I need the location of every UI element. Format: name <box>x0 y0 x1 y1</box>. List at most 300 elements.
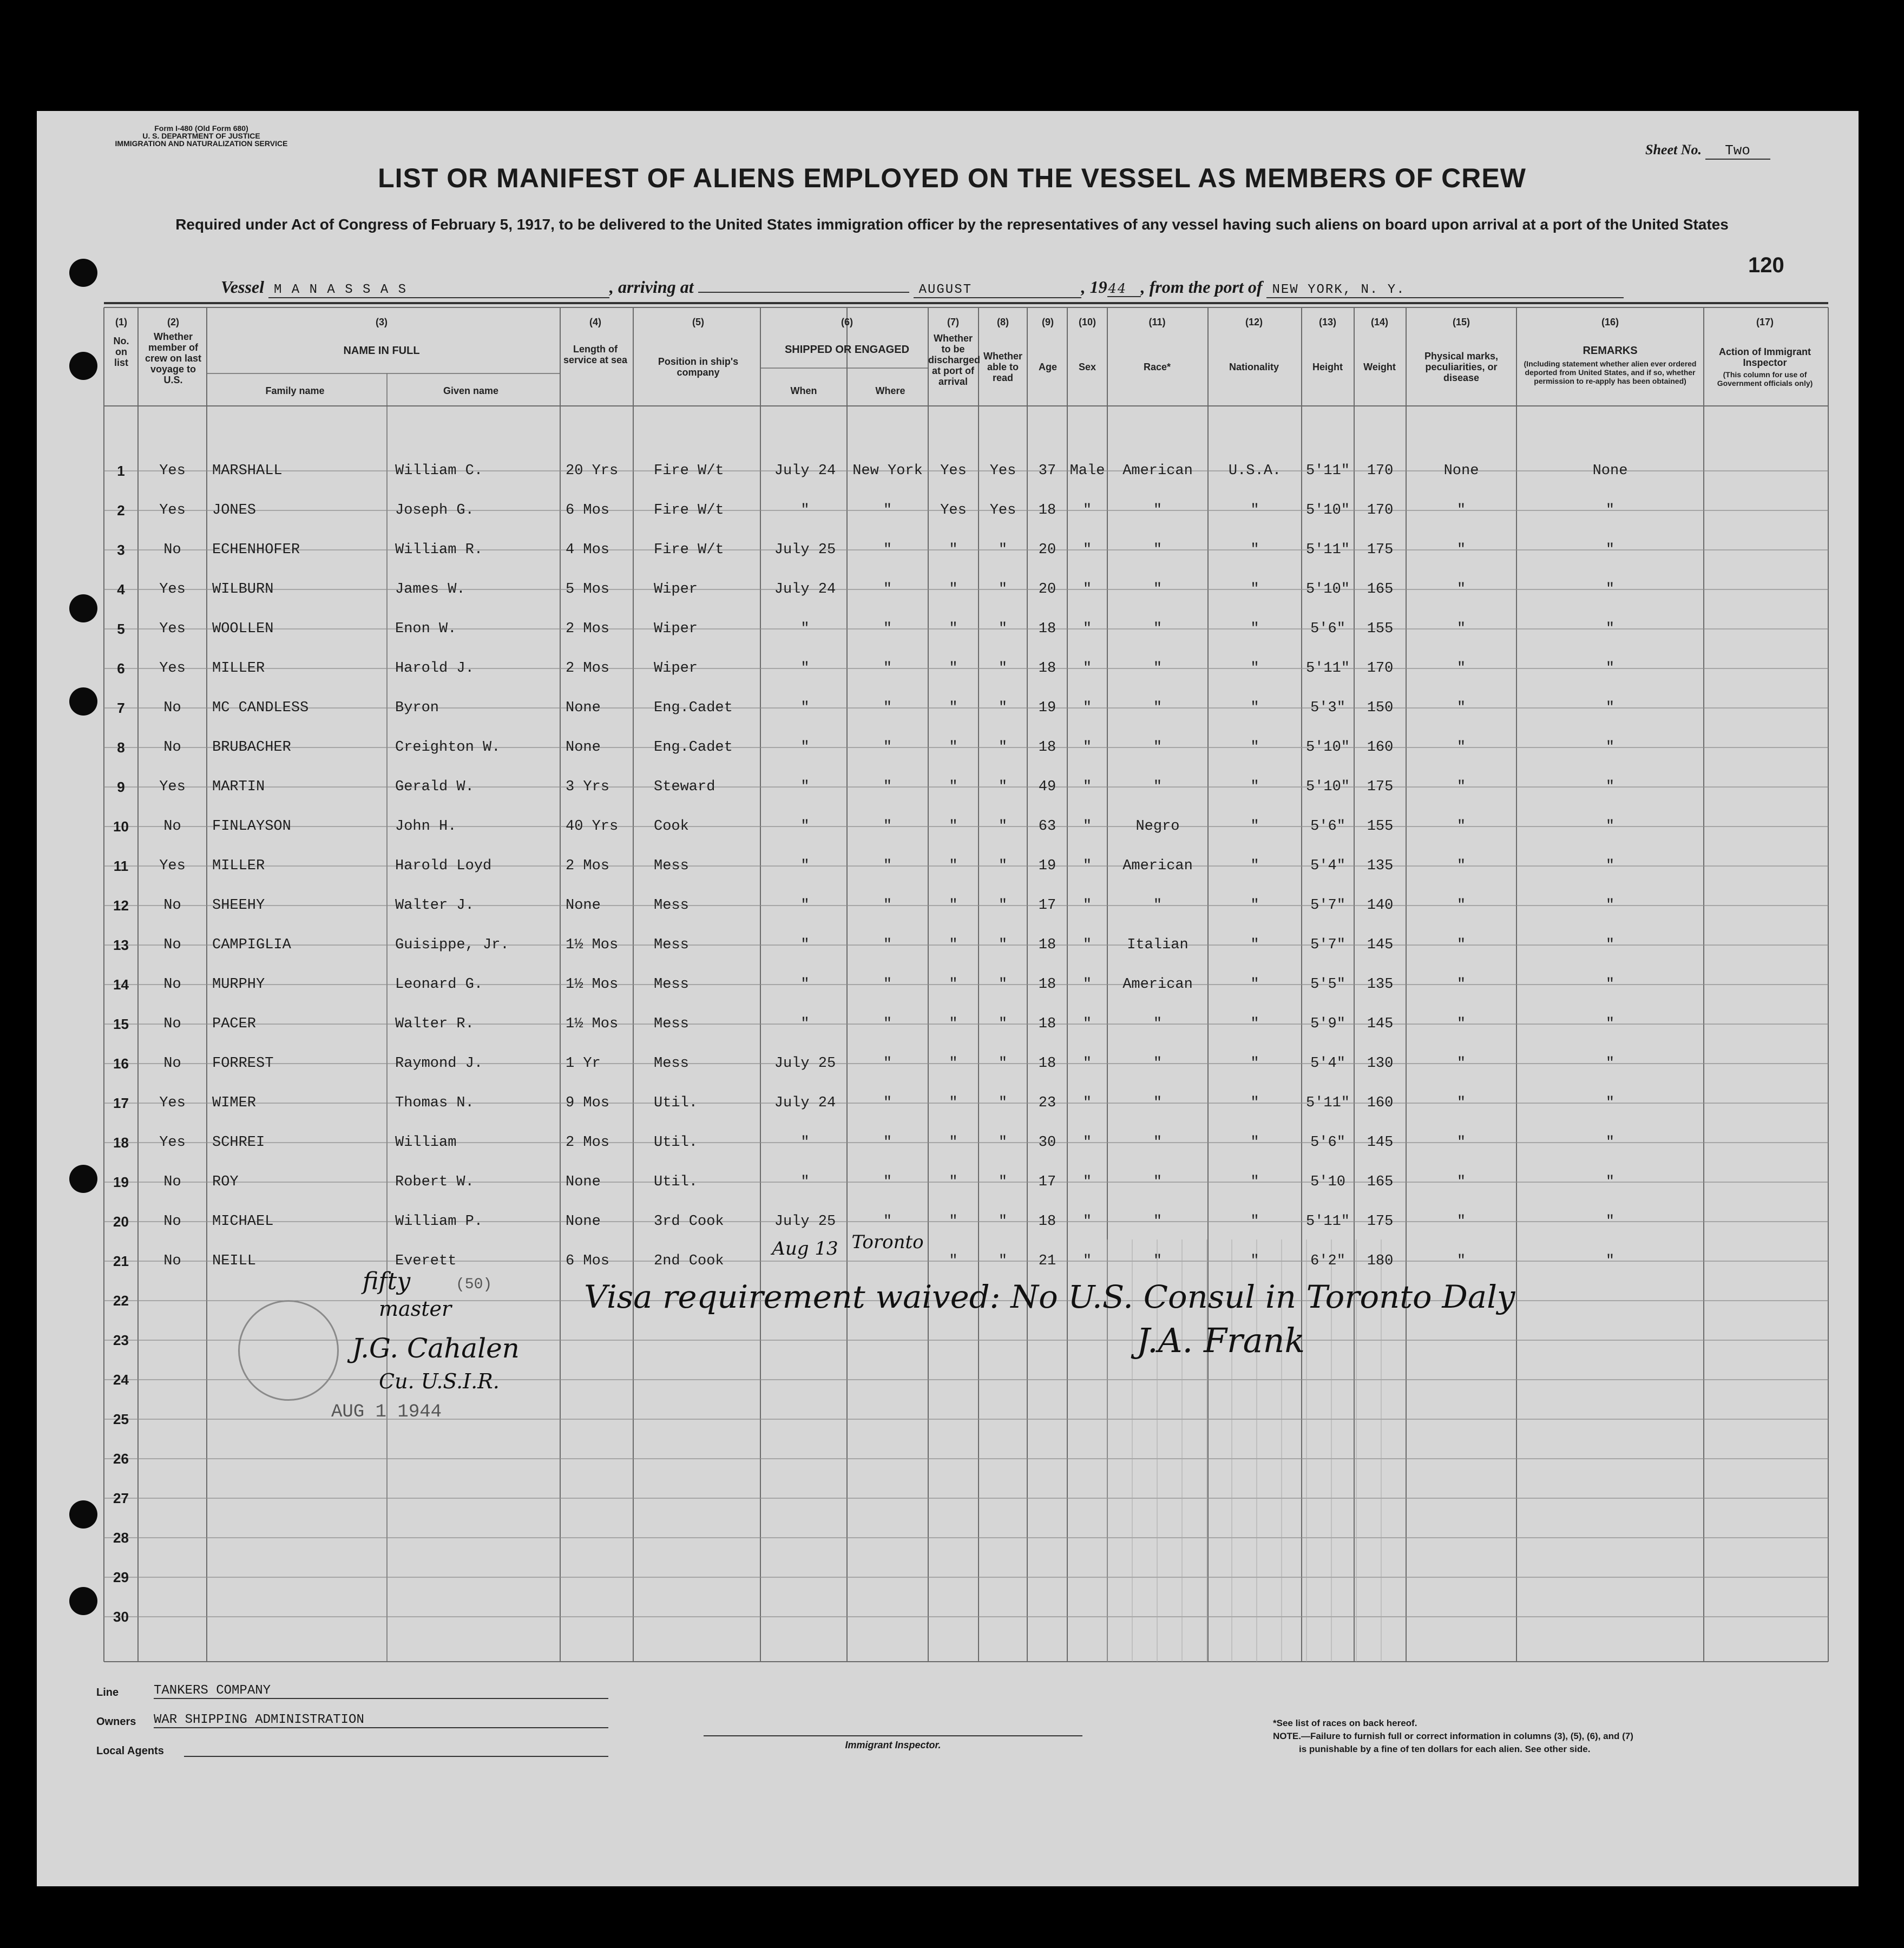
cell-where: " <box>883 502 892 519</box>
cell-given: Leonard G. <box>395 976 483 993</box>
cell-marks: " <box>1456 1253 1466 1269</box>
handwritten-count-word: fifty <box>363 1268 411 1295</box>
cell-sex: " <box>1082 542 1092 558</box>
cell-marks: " <box>1456 542 1466 558</box>
cell-no: 13 <box>113 937 129 953</box>
cell-race: " <box>1153 581 1163 598</box>
cell-position: Mess <box>654 1055 689 1072</box>
cell-age: 20 <box>1038 581 1056 598</box>
col11-num: (11) <box>1148 317 1166 327</box>
page-subtitle: Required under Act of Congress of February 5, 1917, to be delivered to the United States immigration officer by the representatives of any vessel having such aliens on board upon arrival at a port of the United States <box>175 216 1729 233</box>
cell-when: " <box>800 621 810 637</box>
cell-prev: Yes <box>159 1134 186 1151</box>
page-title: LIST OR MANIFEST OF ALIENS EMPLOYED ON THE VESSEL AS MEMBERS OF CREW <box>378 163 1526 193</box>
cell-when: " <box>800 502 810 519</box>
cell-disch: " <box>949 1016 958 1032</box>
cell-when: July 25 <box>774 1214 836 1230</box>
cell-remarks: " <box>1605 542 1615 558</box>
cell-marks: " <box>1456 1134 1466 1151</box>
cell-where: Toronto <box>851 1231 924 1253</box>
cell-nat: " <box>1250 858 1259 874</box>
cell-service: 3 Yrs <box>566 779 610 795</box>
cell-age: 18 <box>1038 660 1056 677</box>
cell-disch: " <box>949 542 958 558</box>
cell-no: 6 <box>117 660 125 677</box>
cell-read: " <box>998 581 1008 598</box>
cell-nat: " <box>1250 581 1259 598</box>
cell-sex: " <box>1082 621 1092 637</box>
col13-num: (13) <box>1318 317 1336 327</box>
col2-label: Whether member of crew on last voyage to U.S. <box>145 331 202 385</box>
cell-weight: 155 <box>1367 621 1394 637</box>
cell-disch: " <box>949 621 958 637</box>
cell-when: " <box>800 897 810 914</box>
cell-prev: No <box>163 976 181 993</box>
cell-sex: " <box>1082 700 1092 716</box>
cell-sex: " <box>1082 897 1092 914</box>
cell-family: ECHENHOFER <box>212 542 300 558</box>
cell-family: MARTIN <box>212 779 265 795</box>
cell-given: Raymond J. <box>395 1055 483 1072</box>
cell-nat: " <box>1250 1095 1259 1111</box>
cell-disch: " <box>949 937 958 953</box>
cell-service: None <box>566 1214 601 1230</box>
cell-disch: " <box>949 660 958 677</box>
cell-family: NEILL <box>212 1253 257 1269</box>
cell-prev: No <box>163 897 181 914</box>
cell-when: July 24 <box>774 1095 836 1111</box>
cell-age: 18 <box>1038 739 1056 756</box>
col3-family: Family name <box>265 385 325 396</box>
cell-race: American <box>1122 858 1193 874</box>
cell-no: 21 <box>113 1253 129 1269</box>
cell-sex: " <box>1082 739 1092 756</box>
cell-disch: " <box>949 779 958 795</box>
cell-age: 63 <box>1038 818 1056 835</box>
cell-prev: Yes <box>159 660 186 677</box>
cell-position: Mess <box>654 976 689 993</box>
cell-no: 19 <box>113 1174 129 1190</box>
cell-where: " <box>883 1134 892 1151</box>
col9-num: (9) <box>1042 317 1054 327</box>
cell-race: " <box>1153 1174 1163 1190</box>
cell-when: " <box>800 660 810 677</box>
cell-position: 3rd Cook <box>654 1214 724 1230</box>
cell-no: 1 <box>117 463 125 479</box>
cell-no: 16 <box>113 1055 129 1072</box>
cell-weight: 130 <box>1367 1055 1394 1072</box>
cell-family: SCHREI <box>212 1134 265 1151</box>
cell-sex: " <box>1082 1016 1092 1032</box>
cell-read: " <box>998 976 1008 993</box>
cell-service: 2 Mos <box>566 660 610 677</box>
col8-num: (8) <box>997 317 1009 327</box>
cell-service: 9 Mos <box>566 1095 610 1111</box>
cell-sex: " <box>1082 1214 1092 1230</box>
cell-sex: " <box>1082 858 1092 874</box>
cell-weight: 165 <box>1367 581 1394 598</box>
cell-disch: " <box>949 739 958 756</box>
cell-marks: " <box>1456 502 1466 519</box>
cell-disch: " <box>949 1253 958 1269</box>
cell-service: None <box>566 897 601 914</box>
cell-no: 10 <box>113 818 129 835</box>
cell-age: 19 <box>1038 700 1056 716</box>
cell-given: Byron <box>395 700 439 716</box>
cell-where: " <box>883 621 892 637</box>
cell-service: None <box>566 739 601 756</box>
cell-sex: " <box>1082 581 1092 598</box>
cell-sex: " <box>1082 818 1092 835</box>
cell-sex: " <box>1082 1134 1092 1151</box>
cell-family: BRUBACHER <box>212 739 291 756</box>
cell-read: " <box>998 1016 1008 1032</box>
empty-row-number: 24 <box>113 1372 129 1388</box>
col15-label: Physical marks, peculiarities, or disease <box>1424 351 1499 383</box>
cell-height: 5'11" <box>1305 463 1350 479</box>
cell-read: " <box>998 700 1008 716</box>
vessel-name: M A N A S S A S <box>268 283 609 298</box>
cell-marks: " <box>1456 581 1466 598</box>
cell-given: Guisippe, Jr. <box>395 937 509 953</box>
cell-height: 5'6" <box>1310 818 1345 835</box>
cell-race: " <box>1153 660 1163 677</box>
cell-where: " <box>883 739 892 756</box>
cell-read: " <box>998 542 1008 558</box>
cell-family: WIMER <box>212 1095 257 1111</box>
cell-no: 11 <box>113 858 129 874</box>
cell-marks: " <box>1456 1174 1466 1190</box>
cell-weight: 180 <box>1367 1253 1394 1269</box>
cell-sex: " <box>1082 937 1092 953</box>
cell-no: 15 <box>113 1016 129 1032</box>
signature-title: Cu. U.S.I.R. <box>379 1369 500 1393</box>
visa-waiver-note: Visa requirement waived: No U.S. Consul in Toronto Daly <box>584 1278 1515 1315</box>
cell-given: John H. <box>395 818 457 835</box>
cell-height: 5'9" <box>1310 1016 1345 1032</box>
from-label: , from the port of <box>1140 277 1263 297</box>
cell-read: " <box>998 818 1008 835</box>
cell-given: Gerald W. <box>395 779 474 795</box>
cell-weight: 135 <box>1367 976 1394 993</box>
cell-disch: Yes <box>940 463 967 479</box>
cell-no: 7 <box>117 700 125 716</box>
cell-given: Joseph G. <box>395 502 474 519</box>
cell-where: " <box>883 700 892 716</box>
cell-family: SHEEHY <box>212 897 265 914</box>
cell-disch: " <box>949 1095 958 1111</box>
cell-marks: " <box>1456 818 1466 835</box>
cell-when: " <box>800 1016 810 1032</box>
cell-prev: Yes <box>159 581 186 598</box>
cell-marks: " <box>1456 937 1466 953</box>
cell-marks: " <box>1456 1016 1466 1032</box>
cell-when: " <box>800 1134 810 1151</box>
cell-race: " <box>1153 700 1163 716</box>
cell-no: 3 <box>117 542 125 558</box>
cell-read: " <box>998 1134 1008 1151</box>
cell-disch: " <box>949 581 958 598</box>
col7-num: (7) <box>947 317 959 327</box>
inspector-label: Immigrant Inspector. <box>845 1740 941 1750</box>
year-prefix: , 19 <box>1081 277 1107 297</box>
cell-race: Negro <box>1135 818 1180 835</box>
cell-service: None <box>566 1174 601 1190</box>
cell-nat: " <box>1250 502 1259 519</box>
col4-label: Length of service at sea <box>563 344 628 365</box>
cell-age: 17 <box>1038 897 1056 914</box>
cell-when: Aug 13 <box>772 1238 838 1260</box>
col14-num: (14) <box>1370 317 1388 327</box>
cell-nat: " <box>1250 818 1259 835</box>
cell-sex: " <box>1082 1055 1092 1072</box>
cell-no: 20 <box>113 1214 129 1230</box>
sheet-number-value: Two <box>1705 142 1770 160</box>
cell-remarks: " <box>1605 660 1615 677</box>
cell-sex: " <box>1082 779 1092 795</box>
cell-where: " <box>883 897 892 914</box>
cell-when: " <box>800 937 810 953</box>
cell-service: None <box>566 700 601 716</box>
cell-service: 6 Mos <box>566 1253 610 1269</box>
cell-race: " <box>1153 779 1163 795</box>
cell-weight: 175 <box>1367 1214 1394 1230</box>
cell-remarks: " <box>1605 1134 1615 1151</box>
cell-read: " <box>998 1055 1008 1072</box>
local-agents-label: Local Agents <box>96 1745 164 1757</box>
cell-prev: Yes <box>159 779 186 795</box>
cell-remarks: " <box>1605 897 1615 914</box>
cell-disch: " <box>949 897 958 914</box>
cell-race: American <box>1122 463 1193 479</box>
cell-prev: No <box>163 1253 181 1269</box>
cell-position: Mess <box>654 858 689 874</box>
cell-service: 2 Mos <box>566 621 610 637</box>
cell-when: " <box>800 739 810 756</box>
cell-age: 37 <box>1038 463 1056 479</box>
cell-disch: " <box>949 976 958 993</box>
cell-given: Thomas N. <box>395 1095 474 1111</box>
cell-marks: " <box>1456 739 1466 756</box>
cell-given: Everett <box>395 1253 457 1269</box>
cell-prev: Yes <box>159 463 186 479</box>
empty-row-number: 22 <box>113 1293 129 1309</box>
col10-label: Sex <box>1078 362 1097 372</box>
department: U. S. DEPARTMENT OF JUSTICE <box>142 132 260 140</box>
cell-weight: 170 <box>1367 463 1394 479</box>
cell-position: Fire W/t <box>654 502 724 519</box>
cell-nat: " <box>1250 1016 1259 1032</box>
line-label: Line <box>96 1687 119 1698</box>
cell-where: " <box>883 1095 892 1111</box>
cell-where: " <box>883 1214 892 1230</box>
cell-position: Eng.Cadet <box>654 739 733 756</box>
cell-prev: Yes <box>159 621 186 637</box>
cell-position: Cook <box>654 818 689 835</box>
cell-when: " <box>800 1174 810 1190</box>
cell-nat: " <box>1250 660 1259 677</box>
cell-position: Wiper <box>654 581 698 598</box>
cell-remarks: " <box>1605 858 1615 874</box>
cell-given: Creighton W. <box>395 739 501 756</box>
cell-marks: " <box>1456 1214 1466 1230</box>
cell-position: Mess <box>654 1016 689 1032</box>
cell-disch: " <box>949 1055 958 1072</box>
cell-height: 5'7" <box>1310 897 1345 914</box>
cell-position: Fire W/t <box>654 463 724 479</box>
cell-no: 18 <box>113 1134 129 1151</box>
cell-position: Wiper <box>654 660 698 677</box>
cell-no: 8 <box>117 739 125 756</box>
line-value: TANKERS COMPANY <box>154 1683 608 1699</box>
col16-num: (16) <box>1601 317 1619 327</box>
col6-label: SHIPPED OR ENGAGED <box>784 344 910 356</box>
cell-read: " <box>998 621 1008 637</box>
sheet-number-label: Sheet No. <box>1645 142 1702 158</box>
cell-weight: 140 <box>1367 897 1394 914</box>
cell-race: " <box>1153 739 1163 756</box>
cell-race: " <box>1153 542 1163 558</box>
cell-nat: " <box>1250 976 1259 993</box>
cell-remarks: " <box>1605 818 1615 835</box>
cell-where: " <box>883 937 892 953</box>
cell-age: 21 <box>1038 1253 1056 1269</box>
cell-read: " <box>998 937 1008 953</box>
col15-num: (15) <box>1452 317 1470 327</box>
inspector-signature-line <box>704 1735 1082 1736</box>
cell-prev: No <box>163 739 181 756</box>
cell-remarks: " <box>1605 581 1615 598</box>
cell-given: Robert W. <box>395 1174 474 1190</box>
cell-height: 5'11" <box>1305 1214 1350 1230</box>
cell-remarks: " <box>1605 937 1615 953</box>
cell-family: MARSHALL <box>212 463 283 479</box>
cell-remarks: " <box>1605 1016 1615 1032</box>
cell-read: " <box>998 897 1008 914</box>
cell-age: 18 <box>1038 976 1056 993</box>
cell-nat: " <box>1250 1214 1259 1230</box>
cell-read: " <box>998 858 1008 874</box>
cell-position: Mess <box>654 897 689 914</box>
cell-position: Fire W/t <box>654 542 724 558</box>
cell-family: ROY <box>212 1174 239 1190</box>
cell-read: " <box>998 1174 1008 1190</box>
cell-position: Eng.Cadet <box>654 700 733 716</box>
cell-sex: " <box>1082 1253 1092 1269</box>
cell-family: WOOLLEN <box>212 621 274 637</box>
cell-no: 14 <box>113 976 129 993</box>
cell-height: 5'6" <box>1310 621 1345 637</box>
cell-when: July 24 <box>774 581 836 598</box>
col14-label: Weight <box>1363 362 1396 372</box>
cell-when: July 25 <box>774 1055 836 1072</box>
col9-label: Age <box>1038 362 1057 372</box>
col6-num: (6) <box>841 317 853 327</box>
arrival-year: 44 <box>1107 281 1141 297</box>
cell-race: Italian <box>1127 937 1189 953</box>
signature-cahalen: J.G. Cahalen <box>352 1333 520 1364</box>
cell-prev: No <box>163 700 181 716</box>
cell-marks: " <box>1456 897 1466 914</box>
cell-marks: " <box>1456 1095 1466 1111</box>
form-number: Form I-480 (Old Form 680) <box>154 124 248 133</box>
cell-disch: " <box>949 818 958 835</box>
col6-where: Where <box>875 385 905 396</box>
cell-service: 40 Yrs <box>566 818 619 835</box>
cell-where: " <box>883 1016 892 1032</box>
cell-remarks: " <box>1605 1055 1615 1072</box>
from-port: NEW YORK, N. Y. <box>1266 283 1624 298</box>
col1-num: (1) <box>115 317 127 327</box>
cell-marks: " <box>1456 976 1466 993</box>
cell-family: WILBURN <box>212 581 274 598</box>
cell-disch: " <box>949 1174 958 1190</box>
empty-row-number: 28 <box>113 1530 129 1546</box>
cell-where: " <box>883 660 892 677</box>
cell-marks: " <box>1456 660 1466 677</box>
col10-num: (10) <box>1078 317 1096 327</box>
cell-height: 5'3" <box>1310 700 1345 716</box>
cell-race: " <box>1153 897 1163 914</box>
cell-where: " <box>883 818 892 835</box>
cell-weight: 145 <box>1367 937 1394 953</box>
cell-weight: 145 <box>1367 1016 1394 1032</box>
cell-remarks: " <box>1605 502 1615 519</box>
cell-age: 20 <box>1038 542 1056 558</box>
cell-family: PACER <box>212 1016 257 1032</box>
cell-service: 2 Mos <box>566 1134 610 1151</box>
cell-family: MILLER <box>212 660 265 677</box>
cell-where: " <box>883 858 892 874</box>
cell-race: " <box>1153 1055 1163 1072</box>
cell-disch: " <box>949 1214 958 1230</box>
empty-row-number: 26 <box>113 1451 129 1467</box>
cell-nat: " <box>1250 739 1259 756</box>
cell-given: William P. <box>395 1214 483 1230</box>
cell-height: 5'11" <box>1305 1095 1350 1111</box>
cell-nat: " <box>1250 1253 1259 1269</box>
cell-when: " <box>800 779 810 795</box>
empty-row-number: 27 <box>113 1490 129 1506</box>
arriving-label: , arriving at <box>609 277 694 297</box>
cell-nat: U.S.A. <box>1228 463 1282 479</box>
cell-prev: No <box>163 542 181 558</box>
cell-weight: 145 <box>1367 1134 1394 1151</box>
cell-given: Enon W. <box>395 621 457 637</box>
cell-where: " <box>883 1055 892 1072</box>
col3-given: Given name <box>443 385 499 396</box>
cell-nat: " <box>1250 779 1259 795</box>
cell-prev: No <box>163 937 181 953</box>
cell-age: 19 <box>1038 858 1056 874</box>
cell-sex: " <box>1082 502 1092 519</box>
cell-marks: " <box>1456 858 1466 874</box>
cell-given: James W. <box>395 581 465 598</box>
cell-read: " <box>998 660 1008 677</box>
col17-sub: (This column for use of Government officials only) <box>1717 370 1813 388</box>
cell-prev: No <box>163 1016 181 1032</box>
cell-family: FINLAYSON <box>212 818 291 835</box>
cell-given: Harold J. <box>395 660 474 677</box>
cell-height: 5'10 <box>1310 1174 1345 1190</box>
cell-race: " <box>1153 1016 1163 1032</box>
owners-label: Owners <box>96 1716 136 1728</box>
cell-age: 18 <box>1038 937 1056 953</box>
cell-remarks: " <box>1605 1174 1615 1190</box>
cell-service: 4 Mos <box>566 542 610 558</box>
cell-given: Walter R. <box>395 1016 474 1032</box>
cell-given: William C. <box>395 463 483 479</box>
